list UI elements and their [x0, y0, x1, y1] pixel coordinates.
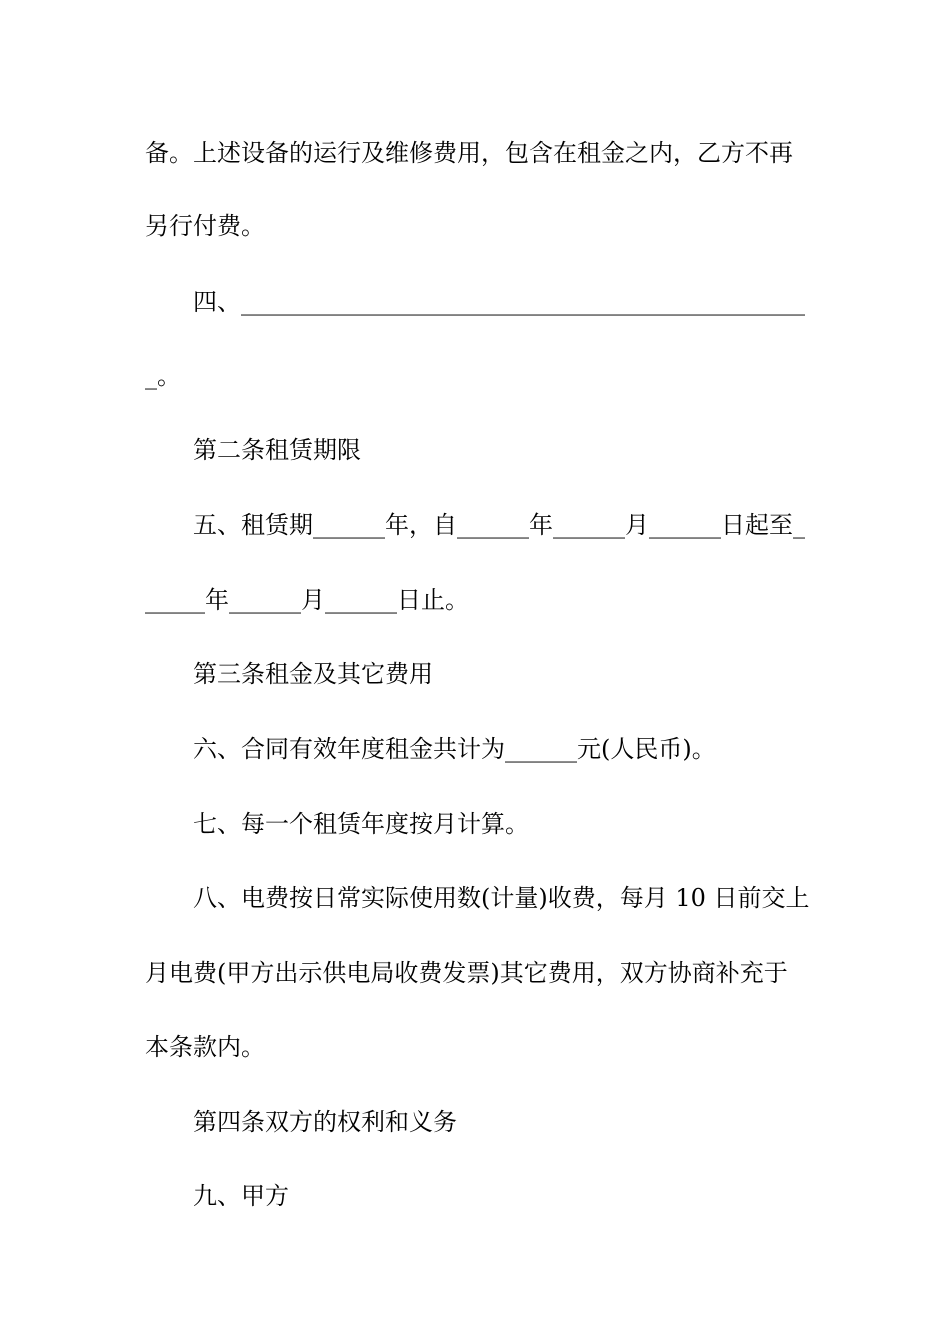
clause-five-line: 五、租赁期______年，自______年______月______日起至_: [193, 511, 805, 539]
paragraph-line: _。: [145, 362, 181, 390]
paragraph-line: 本条款内。: [145, 1033, 265, 1061]
article-heading: 第二条租赁期限: [193, 436, 361, 464]
clause-four-line: 四、_______________________________________________: [193, 288, 805, 316]
paragraph-line: 备。上述设备的运行及维修费用，包含在租金之内，乙方不再: [145, 139, 793, 167]
article-heading: 第三条租金及其它费用: [193, 660, 433, 688]
clause-eight-line: 八、电费按日常实际使用数(计量)收费，每月 10 日前交上: [193, 884, 810, 912]
paragraph-line: 另行付费。: [145, 212, 265, 240]
article-heading: 第四条双方的权利和义务: [193, 1108, 457, 1136]
clause-nine-line: 九、甲方: [193, 1182, 289, 1210]
paragraph-line: _____年______月______日止。: [145, 586, 469, 614]
paragraph-line: 月电费(甲方出示供电局收费发票)其它费用，双方协商补充于: [145, 959, 788, 987]
clause-seven-line: 七、每一个租赁年度按月计算。: [193, 810, 529, 838]
clause-six-line: 六、合同有效年度租金共计为______元(人民币)。: [193, 735, 716, 763]
